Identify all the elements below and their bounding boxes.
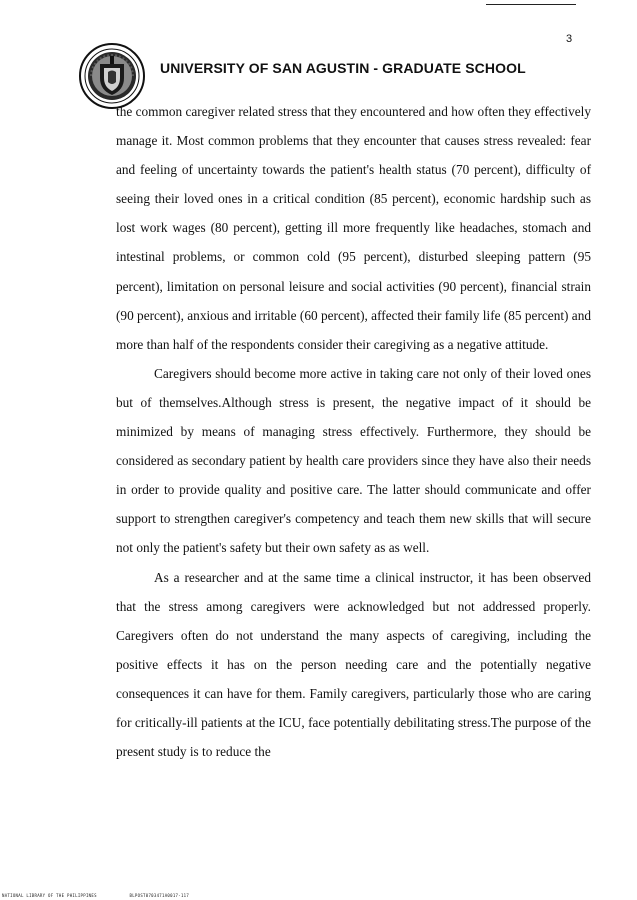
page-number: 3 <box>566 33 573 45</box>
body-text <box>116 97 591 766</box>
footer <box>2 893 189 898</box>
footer-library: NATIONAL LIBRARY OF THE PHILIPPINES <box>2 893 97 898</box>
top-rule <box>486 4 576 5</box>
paragraph: the common caregiver related stress that they encountered and how often they effectively manage it. Most common problems that they encounter that causes stress revealed: fear and feeling of uncertainty towards the patient's health status (70 percent), difficulty of seeing their loved ones in a critical condition (85 percent), economic hardship such as lost work wages (80 percent), getting ill more frequently like headaches, stomach and intestinal problems, or common cold (95 percent), disturbed sleeping pattern (95 percent), limitation on personal leisure and social activities (90 percent), financial strain (90 percent), anxious and irritable (60 percent), affected their family life (85 percent) and more than half of the respondents consider their caregiving as a negative attitude. <box>116 104 591 352</box>
footer-code: BLPOST0703471A0017-117 <box>129 893 190 898</box>
paragraph: Caregivers should become more active in taking care not only of their loved ones but of themselves.Although stress is present, the negative impact of it should be minimized by means of managing stress effectively. Furthermore, they should be considered as secondary patient by health care providers since they have also their needs in order to provide quality and positive care. The latter should communicate and offer support to strengthen caregiver's competency and teach them new skills that will secure not only the patient's safety but their own safety as as well. <box>116 365 591 556</box>
paragraph: As a researcher and at the same time a clinical instructor, it has been observed that the stress among caregivers were acknowledged but not addressed properly. Caregivers often do not understand the many aspects of caregiving, including the positive effects it has on the person needing care and the potentially negative consequences it can have for them. Family caregivers, particularly those who are caring for critically-ill patients at the ICU, face potentially debilitating stress.The purpose of the present study is to reduce the <box>116 569 591 760</box>
header-title: UNIVERSITY OF SAN AGUSTIN - GRADUATE SCHOOL <box>160 60 526 76</box>
